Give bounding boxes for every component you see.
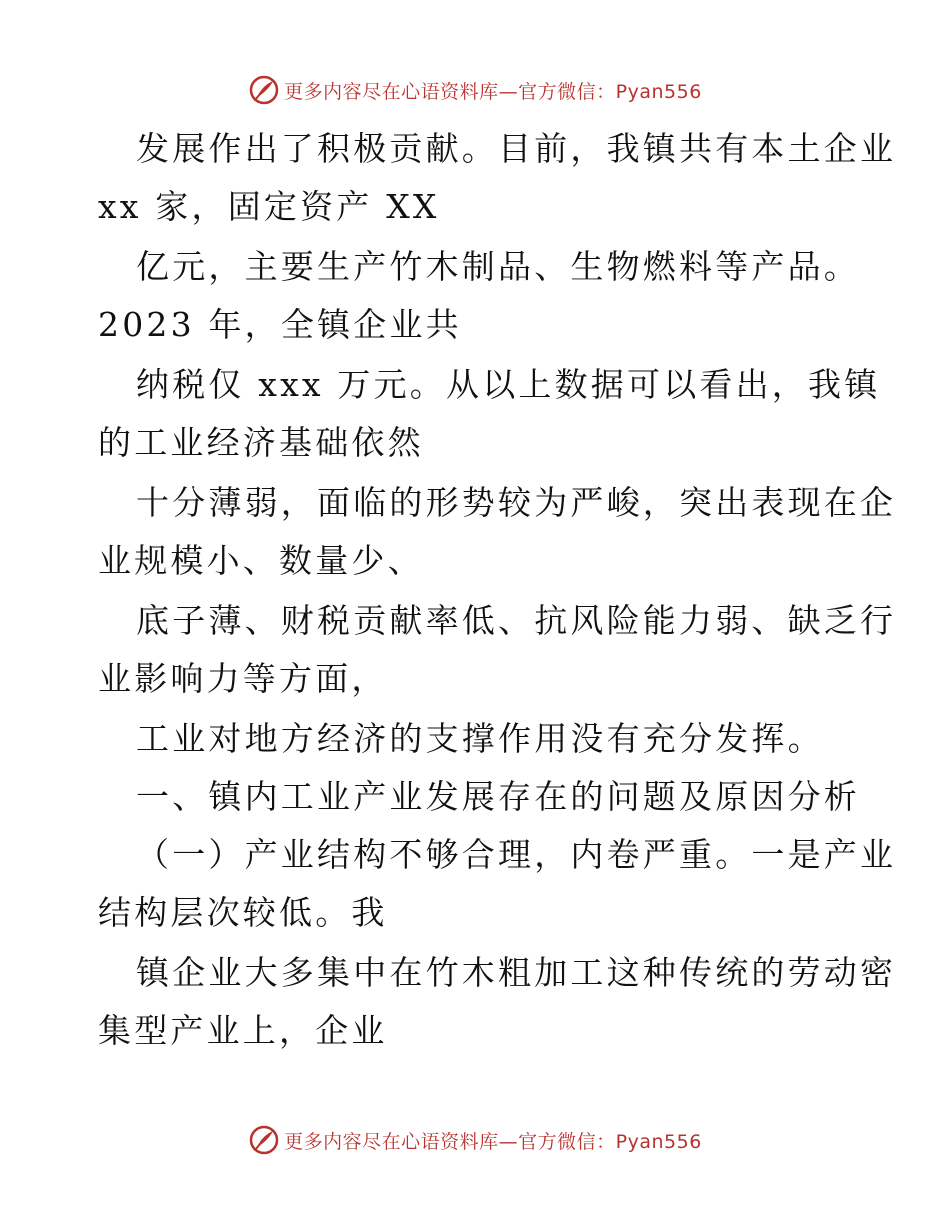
feather-pen-logo-icon	[248, 74, 280, 106]
feather-pen-logo-icon	[248, 1124, 280, 1156]
header-watermark	[0, 72, 950, 108]
body-line: 业影响力等方面，	[98, 659, 388, 698]
watermark-text: 更多内容尽在心语资料库—官方微信：Pyan556	[284, 1130, 702, 1153]
body-line: 发展作出了积极贡献。目前，我镇共有本土企业	[136, 129, 897, 168]
footer-watermark	[0, 1122, 950, 1158]
body-line: 集型产业上，企业	[98, 1011, 388, 1050]
body-line: xx 家，固定资产 XX	[98, 187, 440, 226]
body-line: 的工业经济基础依然	[98, 423, 424, 462]
body-line: 工业对地方经济的支撑作用没有充分发挥。	[136, 719, 824, 758]
body-line: 十分薄弱，面临的形势较为严峻，突出表现在企	[136, 483, 897, 522]
body-line: 2023 年，全镇企业共	[98, 305, 462, 344]
body-line: 纳税仅 xxx 万元。从以上数据可以看出，我镇	[136, 365, 881, 404]
body-line: 一、镇内工业产业发展存在的问题及原因分析	[136, 777, 860, 816]
body-line: 业规模小、数量少、	[98, 541, 424, 580]
body-line: 底子薄、财税贡献率低、抗风险能力弱、缺乏行	[136, 601, 897, 640]
body-line: 亿元，主要生产竹木制品、生物燃料等产品。	[136, 247, 860, 286]
body-line: 镇企业大多集中在竹木粗加工这种传统的劳动密	[136, 953, 897, 992]
body-line: （一）产业结构不够合理，内卷严重。一是产业	[136, 835, 897, 874]
body-line: 结构层次较低。我	[98, 893, 388, 932]
watermark-text: 更多内容尽在心语资料库—官方微信：Pyan556	[284, 80, 702, 103]
